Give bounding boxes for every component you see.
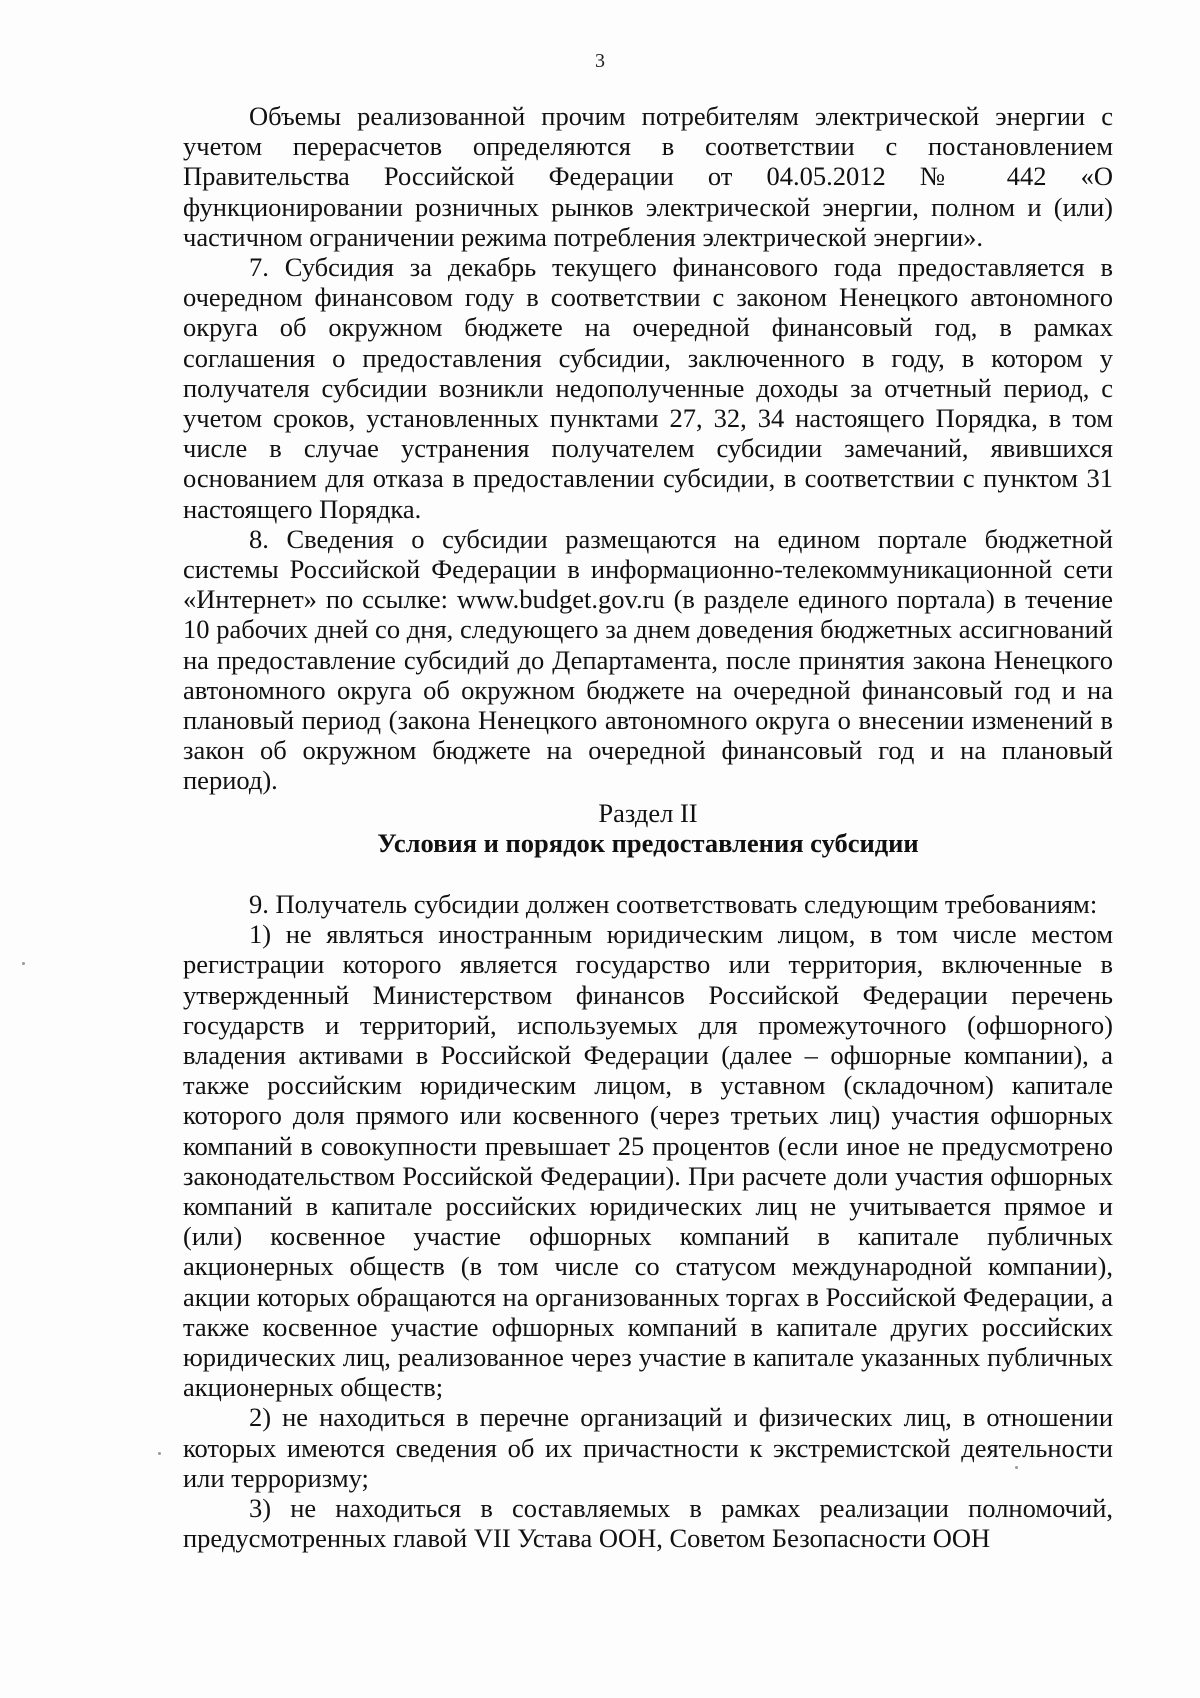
page-number: 3 — [595, 50, 605, 72]
scan-speck — [22, 962, 25, 965]
paragraph-8: 8. Сведения о субсидии размещаются на едином портале бюджетной системы Российской Федерации в информационно-телекоммуникационной сети «Интернет» по ссылке: www.budget.gov.ru (в разделе единого портала) в течение 10 рабочих дней со дня, следующего за днем доведения бюджетных ассигнований на предоставление субсидий до Департамента, после принятия закона Ненецкого автономного округа об окружном бюджете на очередной финансовый год и на плановый период (закона Ненецкого автономного округа о внесении изменений в закон об окружном бюджете на очередной финансовый год и на плановый период). — [183, 523, 1113, 796]
section-title: Условия и порядок предоставления субсидии — [377, 828, 919, 859]
requirement-1: 1) не являться иностранным юридическим лицом, в том числе местом регистрации которого является государство или территория, включенные в утвержденный Министерством финансов Российской Федерации перечень государств и территорий, используемых для промежуточного (офшорного) владения активами в Российской Федерации (далее – офшорные компании), а также российским юридическим лицом, в уставном (складочном) капитале которого доля прямого или косвенного (через третьих лиц) участия офшорных компаний в совокупности превышает 25 процентов (если иное не предусмотрено законодательством Российской Федерации). При расчете доли участия офшорных компаний в капитале российских юридических лиц не учитывается прямое и (или) косвенное участие офшорных компаний в капитале публичных акционерных обществ (в том числе со статусом международной компании), акции которых обращаются на организованных торгах в Российской Федерации, а также косвенное участие офшорных компаний в капитале других российских юридических лиц, реализованное через участие в капитале указанных публичных акционерных обществ; — [183, 919, 1113, 1403]
paragraph-9: 9. Получатель субсидии должен соответствовать следующим требованиям: — [249, 889, 1098, 919]
paragraph-volumes: Объемы реализованной прочим потребителям электрической энергии с учетом перерасчетов определяются в соответствии с постановлением Правительства Российской Федерации от 04.05.2012 № 442 «О функционировании розничных рынков электрической энергии, полном и (или) частичном ограничении режима потребления электрической энергии». — [183, 101, 1113, 252]
section-label: Раздел II — [598, 798, 698, 828]
scan-speck — [1015, 1466, 1018, 1469]
scan-speck — [158, 1452, 161, 1455]
requirement-2: 2) не находиться в перечне организаций и физических лиц, в отношении которых имеются сведения об их причастности к экстремистской деятельности или терроризму; — [183, 1402, 1113, 1493]
text-block-requirements — [183, 889, 1113, 1553]
section-heading — [183, 798, 1113, 858]
text-block-intro — [183, 101, 1113, 796]
requirement-3: 3) не находиться в составляемых в рамках реализации полномочий, предусмотренных главой VII Устава ООН, Советом Безопасности ООН — [183, 1493, 1113, 1554]
paragraph-7: 7. Субсидия за декабрь текущего финансового года предоставляется в очередном финансовом году в соответствии с законом Ненецкого автономного округа об окружном бюджете на очередной финансовый год, в рамках соглашения о предоставления субсидии, заключенного в году, в котором у получателя субсидии возникли недополученные доходы за отчетный период, с учетом сроков, установленных пунктами 27, 32, 34 настоящего Порядка, в том числе в случае устранения получателем субсидии замечаний, явившихся основанием для отказа в предоставлении субсидии, в соответствии с пунктом 31 настоящего Порядка. — [183, 252, 1113, 524]
